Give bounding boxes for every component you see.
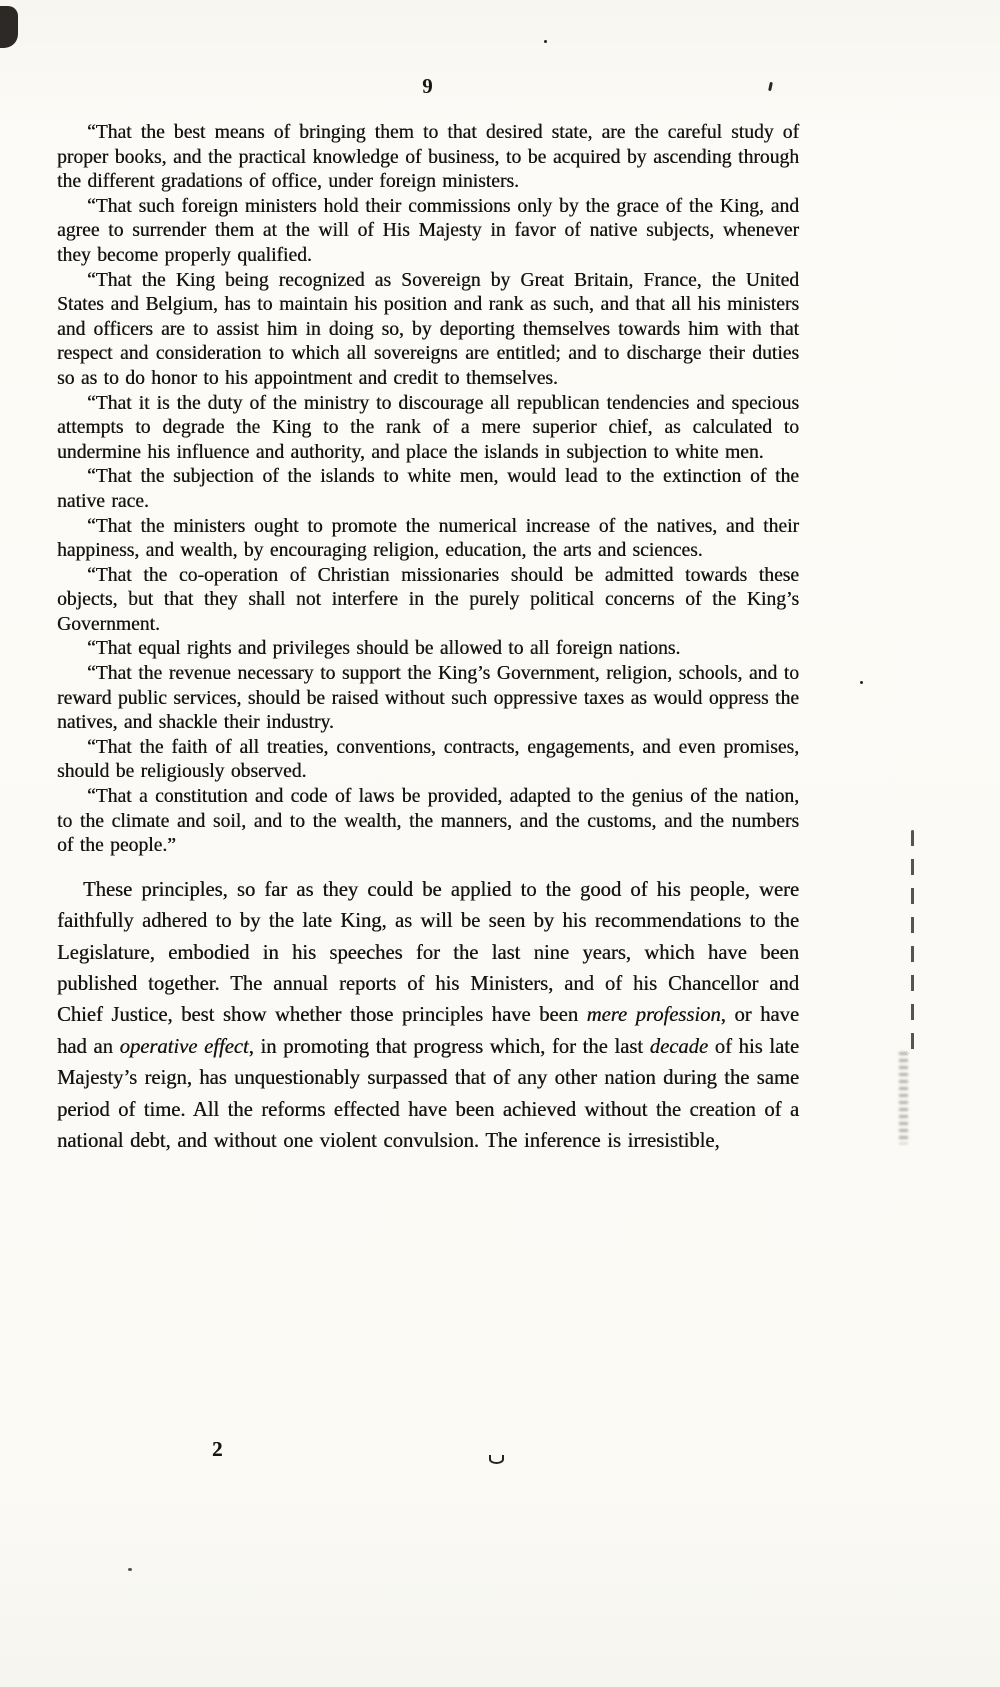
quoted-paragraph: “That the subjection of the islands to white men, would lead to the extinction of the native race. xyxy=(57,466,799,512)
quoted-paragraph: “That such foreign ministers hold their commissions only by the grace of the King, and agree to surrender them at the will of His Majesty in favor of native subjects, whenever they become properly qualified. xyxy=(57,195,799,266)
scan-speck xyxy=(544,40,547,43)
scan-speck xyxy=(128,1568,132,1571)
closing-segment: These principles, so far as they could be applied to the good of his people, were faithfully adhered to by the late King, as will be seen by his recommendations to the Legislature, embodied in his speeches for the last nine years, which have been published together. The annual reports of his Ministers, and of his Chancellor and Chief Justice, best show whether those principles have been xyxy=(57,878,799,1027)
quoted-paragraph: “That the co-operation of Christian missionaries should be admitted towards these objects, but that they shall not interfere in the purely political concerns of the King’s Government. xyxy=(57,564,799,635)
closing-segment: , in promoting that progress which, for the last xyxy=(248,1035,650,1058)
signature-mark: 2 xyxy=(212,1437,223,1461)
quoted-paragraph: “That it is the duty of the ministry to discourage all republican tendencies and specious attempts to degrade the King to the rank of a mere superior chief, as calculated to undermine his influence and authority, and place the islands in subjection to white men. xyxy=(57,392,799,463)
text-block xyxy=(57,121,799,1157)
closing-segment-italic: decade xyxy=(649,1035,709,1058)
quoted-paragraph: “That a constitution and code of laws be provided, adapted to the genius of the nation, to the climate and soil, and to the wealth, the manners, and the customs, and the numbers of the people.” xyxy=(57,786,799,857)
scan-breve-mark xyxy=(489,1455,504,1464)
quoted-paragraph: “That the ministers ought to promote the numerical increase of the natives, and their happiness, and wealth, by encouraging religion, education, the arts and sciences. xyxy=(57,515,799,562)
quoted-paragraph: “That the best means of bringing them to that desired state, are the careful study of proper books, and the practical knowledge of business, to be acquired by ascending through the different gradations of office, under foreign ministers. xyxy=(57,122,799,193)
page-number: 9 xyxy=(422,74,434,98)
closing-segment-italic: operative effect xyxy=(119,1035,249,1058)
scan-speck xyxy=(860,681,863,684)
closing-segment: of his late Majesty’s reign, has unquestionably surpassed that of any other nation during the same period of time. All the reforms effected have been achieved without the creation of a national debt, and without one violent convulsion. The inference is irresistible, xyxy=(57,1035,799,1153)
margin-ghost-text-artifact xyxy=(899,1052,908,1144)
margin-marks-artifact xyxy=(911,830,914,1058)
scan-corner-blemish xyxy=(0,6,18,48)
closing-segment: , or have had an xyxy=(57,1004,799,1058)
quoted-paragraph: “That the faith of all treaties, conventions, contracts, engagements, and even promises, should be religiously observed. xyxy=(57,736,799,783)
quoted-paragraph: “That the revenue necessary to support the King’s Government, religion, schools, and to reward public services, should be raised without such oppressive taxes as would oppress the natives, and shackle their industry. xyxy=(57,663,799,734)
closing-paragraph xyxy=(57,875,799,1158)
quoted-paragraph: “That equal rights and privileges should be allowed to all foreign nations. xyxy=(87,638,681,660)
closing-segment-italic: mere profession xyxy=(586,1004,721,1027)
quoted-paragraph: “That the King being recognized as Sovereign by Great Britain, France, the United States and Belgium, has to maintain his position and rank as such, and that all his ministers and officers are to assist him in doing so, by deporting themselves towards him with that respect and consideration to which all sovereigns are entitled; and to discharge their duties so as to do honor to his appointment and credit to themselves. xyxy=(57,269,799,389)
